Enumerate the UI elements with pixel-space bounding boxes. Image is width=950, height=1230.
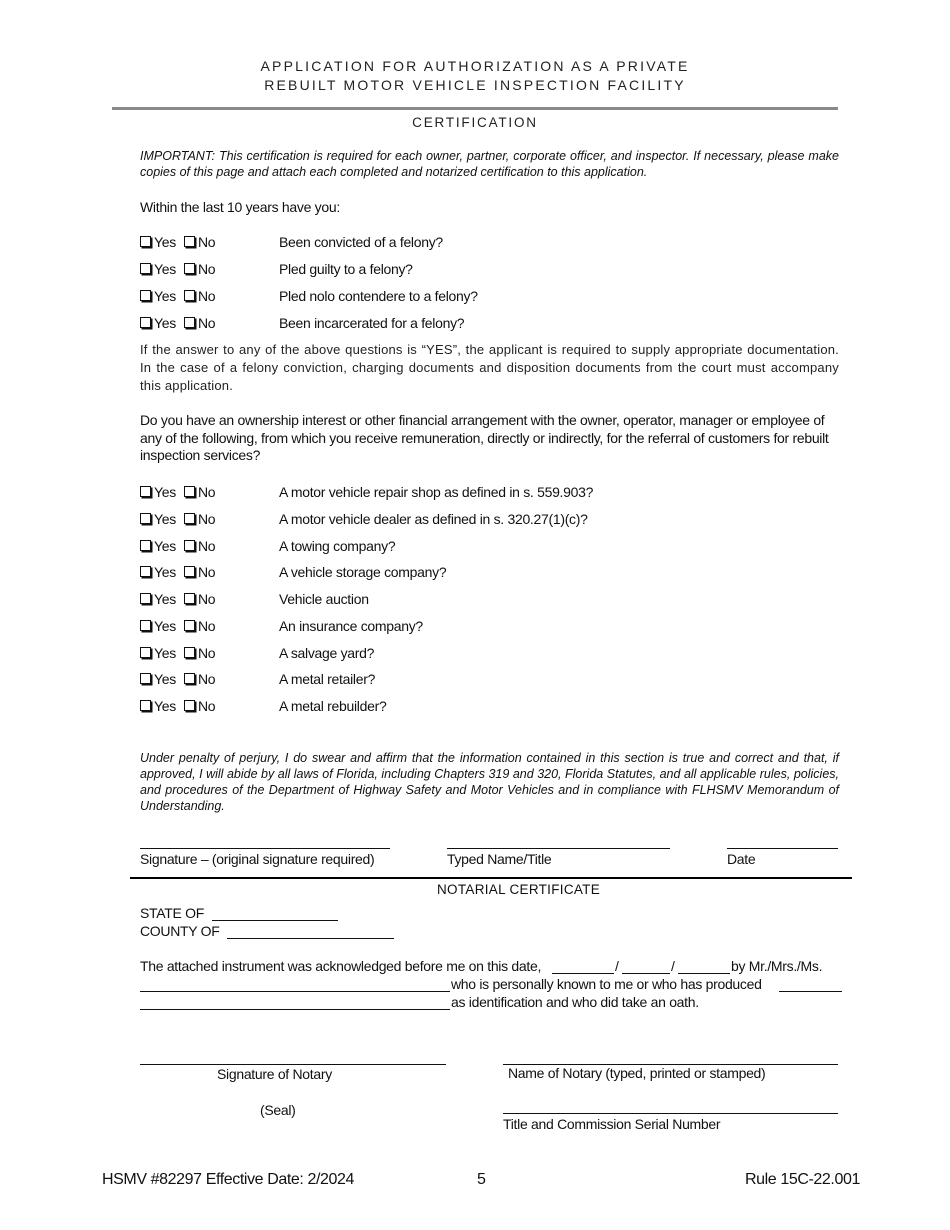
known-text: who is personally known to me or who has produced [451,976,762,992]
felony-question-row [140,288,478,306]
date-month-field[interactable] [552,973,614,974]
signature-label: Signature – (original signature required) [140,851,375,867]
no-option[interactable]: No [184,261,215,277]
question-text: A motor vehicle repair shop as defined in s. 559.903? [279,484,594,500]
ownership-question-row [140,591,369,609]
question-text: A metal rebuilder? [279,698,387,714]
perjury-statement: Under penalty of perjury, I do swear and affirm that the information contained in this section is true and correct and that, if approved, I will abide by all laws of Florida, including Chapters 319 and 320, Florida Statutes, and all applicable rules, policies, and procedures of the Department of Highway Safety and Motor Vehicles and in compliance with FLHSMV Memorandum of Understanding. [140,751,839,813]
checkbox-icon[interactable] [140,263,151,274]
no-option[interactable]: No [184,698,215,714]
yes-option[interactable]: Yes [140,484,176,500]
state-field[interactable] [212,920,338,921]
checkbox-icon[interactable] [140,647,151,658]
header-divider [112,107,838,110]
checkbox-icon[interactable] [184,566,195,577]
form-id: HSMV #82297 Effective Date: 2/2024 [102,1171,355,1188]
checkbox-icon[interactable] [184,647,195,658]
yes-option[interactable]: Yes [140,234,176,250]
notarial-divider [130,877,852,879]
yes-option[interactable]: Yes [140,618,176,634]
no-option[interactable]: No [184,315,215,331]
no-option[interactable]: No [184,645,215,661]
notarial-title: NOTARIAL CERTIFICATE [437,882,601,897]
commission-label: Title and Commission Serial Number [503,1116,721,1132]
question-text: Been convicted of a felony? [279,234,443,250]
question-text: An insurance company? [279,618,423,634]
identification-field[interactable] [140,1009,450,1010]
no-option[interactable]: No [184,511,215,527]
question-text: Pled nolo contendere to a felony? [279,288,478,304]
question-text: Pled guilty to a felony? [279,261,413,277]
felony-question-row [140,261,413,279]
documentation-note: If the answer to any of the above questions is “YES”, the applicant is required to supply appropriate documentation. In the case of a felony conviction, charging documents and disposition documents from the court must accompany this application. [140,342,839,393]
checkbox-icon[interactable] [184,486,195,497]
date-label: Date [727,851,756,867]
county-field[interactable] [227,938,394,939]
checkbox-icon[interactable] [140,673,151,684]
date-separator: / [615,958,619,974]
ownership-question-row [140,618,423,636]
acknowledgement-text: The attached instrument was acknowledged before me on this date, [140,958,542,974]
no-option[interactable]: No [184,564,215,580]
yes-option[interactable]: Yes [140,288,176,304]
yes-option[interactable]: Yes [140,261,176,277]
yes-option[interactable]: Yes [140,564,176,580]
no-option[interactable]: No [184,618,215,634]
checkbox-icon[interactable] [184,673,195,684]
commission-line[interactable] [503,1113,838,1114]
question-text: A towing company? [279,538,396,554]
within-question: Within the last 10 years have you: [140,199,340,215]
notary-signature-line[interactable] [140,1064,446,1065]
checkbox-icon[interactable] [140,236,151,247]
question-text: A metal retailer? [279,671,376,687]
no-option[interactable]: No [184,538,215,554]
date-day-field[interactable] [622,973,670,974]
page-number: 5 [477,1171,486,1188]
section-title: CERTIFICATION [412,115,538,130]
no-option[interactable]: No [184,288,215,304]
no-option[interactable]: No [184,671,215,687]
ownership-question: Do you have an ownership interest or other financial arrangement with the owner, operator, manager or employee of any of the following, from which you receive remuneration, directly or indirectly, for the referral of customers for rebuilt inspection services? [140,412,829,463]
question-text: Vehicle auction [279,591,369,607]
checkbox-icon[interactable] [140,486,151,497]
checkbox-icon[interactable] [140,700,151,711]
yes-option[interactable]: Yes [140,511,176,527]
yes-option[interactable]: Yes [140,698,176,714]
ownership-question-row [140,538,396,556]
checkbox-icon[interactable] [184,263,195,274]
checkbox-icon[interactable] [184,540,195,551]
typed-name-label: Typed Name/Title [447,851,552,867]
identification-type-field[interactable] [779,991,842,992]
checkbox-icon[interactable] [140,540,151,551]
identification-text: as identification and who did take an oath. [451,994,699,1010]
rule-number: Rule 15C-22.001 [745,1171,860,1188]
ownership-question-row [140,698,387,716]
checkbox-icon[interactable] [184,236,195,247]
yes-option[interactable]: Yes [140,538,176,554]
yes-option[interactable]: Yes [140,315,176,331]
question-text: A vehicle storage company? [279,564,447,580]
checkbox-icon[interactable] [184,700,195,711]
by-text: by Mr./Mrs./Ms. [731,958,823,974]
checkbox-icon[interactable] [184,620,195,631]
ownership-question-row [140,484,594,502]
no-option[interactable]: No [184,591,215,607]
date-year-field[interactable] [678,973,730,974]
yes-option[interactable]: Yes [140,591,176,607]
checkbox-icon[interactable] [140,620,151,631]
checkbox-icon[interactable] [140,317,151,328]
signature-line[interactable] [140,848,390,849]
ownership-question-row [140,511,588,529]
county-label: COUNTY OF [140,923,220,939]
question-text: Been incarcerated for a felony? [279,315,465,331]
checkbox-icon[interactable] [140,513,151,524]
important-note: IMPORTANT: This certification is required for each owner, partner, corporate officer, and inspector. If necessary, please make copies of this page and attach each completed and notarized certification to this application. [140,149,839,179]
question-text: A salvage yard? [279,645,375,661]
notary-signature-label: Signature of Notary [217,1066,332,1082]
seal-label: (Seal) [260,1102,296,1118]
date-line[interactable] [727,848,838,849]
checkbox-icon[interactable] [140,593,151,604]
ownership-question-row [140,645,375,663]
checkbox-icon[interactable] [140,290,151,301]
title-line-2: REBUILT MOTOR VEHICLE INSPECTION FACILITY [264,77,686,93]
notary-name-label: Name of Notary (typed, printed or stamped) [508,1065,766,1081]
ownership-question-row [140,564,447,582]
ownership-question-row [140,671,376,689]
checkbox-icon[interactable] [140,566,151,577]
date-separator: / [671,958,675,974]
checkbox-icon[interactable] [184,513,195,524]
person-name-field[interactable] [140,991,450,992]
question-text: A motor vehicle dealer as defined in s. 320.27(1)(c)? [279,511,588,527]
no-option[interactable]: No [184,484,215,500]
typed-name-line[interactable] [447,848,670,849]
felony-question-row [140,234,443,252]
no-option[interactable]: No [184,234,215,250]
title-line-1: APPLICATION FOR AUTHORIZATION AS A PRIVATE [260,58,690,74]
yes-option[interactable]: Yes [140,645,176,661]
checkbox-icon[interactable] [184,290,195,301]
felony-question-row [140,315,465,333]
checkbox-icon[interactable] [184,593,195,604]
checkbox-icon[interactable] [184,317,195,328]
yes-option[interactable]: Yes [140,671,176,687]
state-label: STATE OF [140,905,204,921]
